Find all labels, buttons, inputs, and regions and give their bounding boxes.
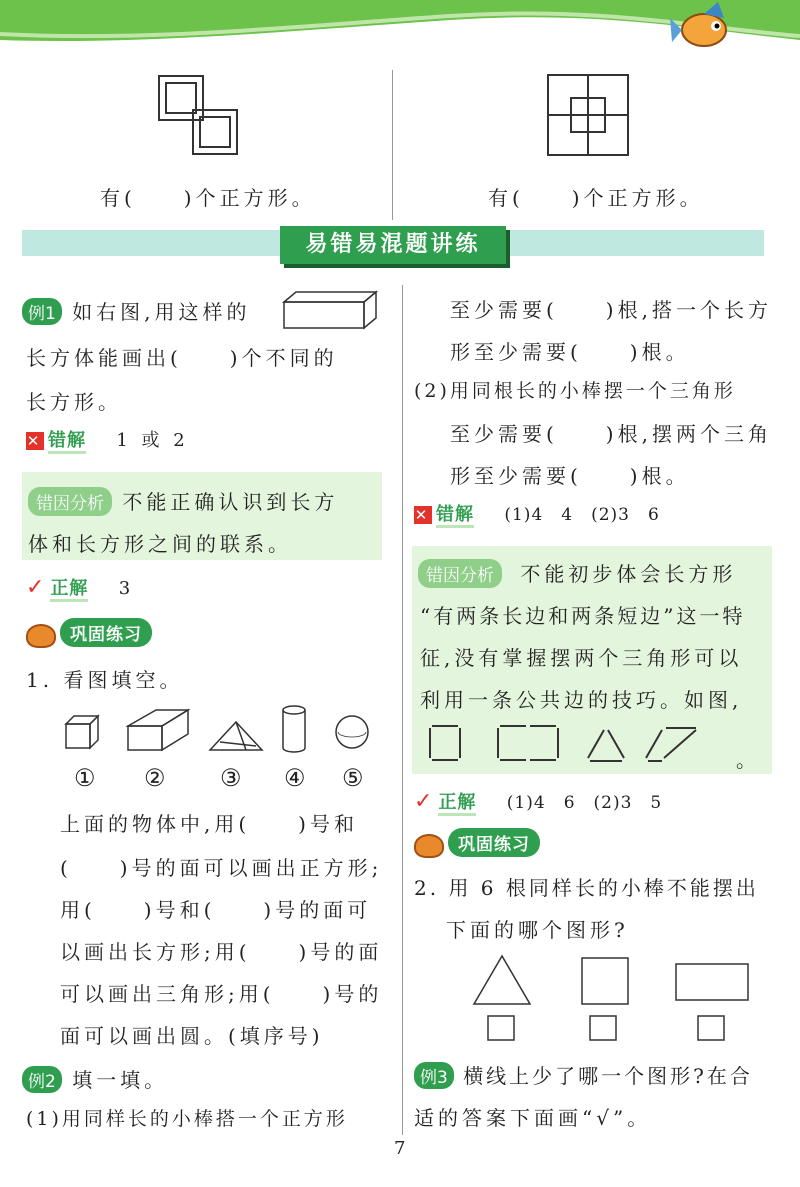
column-divider bbox=[402, 285, 403, 1135]
question1-line: 面可以画出圆。(填序号) bbox=[60, 1024, 324, 1048]
question2-shapes bbox=[466, 954, 756, 1046]
right-answer-row-left: ✓ 正解 3 bbox=[26, 575, 135, 600]
top-right-answer: 有( )个正方形。 bbox=[488, 186, 704, 210]
cuboid-figure bbox=[280, 290, 380, 332]
shape-number: ② bbox=[144, 764, 166, 792]
example3-line1: 例3 横线上少了哪一个图形?在合 bbox=[414, 1060, 753, 1089]
rectangle-option bbox=[676, 964, 748, 1000]
question2-line1: 2. 用 6 根同样长的小棒不能摆出 bbox=[414, 876, 759, 900]
example3-line2: 适的答案下面画“√”。 bbox=[414, 1106, 652, 1130]
stick-figures bbox=[420, 720, 720, 766]
nested-squares-figure bbox=[545, 72, 635, 162]
shape-number: ③ bbox=[220, 764, 242, 792]
reason-right-end: 。 bbox=[736, 748, 760, 772]
reason-right-line: “有两条长边和两条短边”这一特 bbox=[420, 604, 746, 628]
reason-left-line1: 错因分析 不能正确认识到长方 bbox=[28, 486, 338, 516]
shape-number: ⑤ bbox=[342, 764, 364, 792]
reason-left-line2: 体和长方形之间的联系。 bbox=[28, 532, 292, 556]
right-answer-row-right: ✓ 正解 (1)4 6 (2)3 5 bbox=[414, 789, 663, 814]
cylinder-shape bbox=[283, 706, 305, 752]
reason-right-line: 利用一条公共边的技巧。如图, bbox=[420, 688, 743, 712]
right-top-line: 至少需要( )根,摆两个三角 bbox=[450, 422, 772, 446]
sphere-shape bbox=[336, 716, 368, 748]
example1-tag: 例1 bbox=[22, 298, 62, 325]
shape-number: ④ bbox=[284, 764, 306, 792]
cuboid-shape bbox=[128, 710, 188, 750]
shape-number: ① bbox=[74, 764, 96, 792]
practice-heading-left: 巩固练习 bbox=[26, 618, 152, 648]
right-top-line: 至少需要( )根,搭一个长方 bbox=[450, 298, 772, 322]
top-left-answer: 有( )个正方形。 bbox=[100, 186, 316, 210]
overlapping-squares-figure bbox=[155, 72, 245, 162]
answer-box bbox=[488, 1016, 514, 1040]
shape-number-row bbox=[60, 764, 380, 790]
reason-right-line: 征,没有掌握摆两个三角形可以 bbox=[420, 646, 743, 670]
example1-line3: 长方形。 bbox=[26, 390, 122, 414]
check-icon: ✓ bbox=[26, 575, 49, 600]
cross-icon: ✕ bbox=[414, 506, 432, 524]
wrong-answer-row-right: ✕ 错解 (1)4 4 (2)3 6 bbox=[414, 500, 660, 526]
page-number: 7 bbox=[394, 1138, 406, 1159]
turtle-icon bbox=[26, 624, 56, 648]
answer-box bbox=[698, 1016, 724, 1040]
example2-line1: (1)用同样长的小棒搭一个正方形 bbox=[26, 1108, 348, 1130]
question1-line: 以画出长方形;用( )号的面 bbox=[60, 940, 383, 964]
triangle-option bbox=[474, 956, 530, 1004]
square-option bbox=[582, 958, 628, 1004]
right-top-line: (2)用同根长的小棒摆一个三角形 bbox=[414, 380, 736, 402]
reason-tag-left: 错因分析 bbox=[28, 487, 112, 516]
right-top-line: 形至少需要( )根。 bbox=[450, 464, 690, 488]
question1-line: 用( )号和( )号的面可 bbox=[60, 898, 372, 922]
question1-line: 可以画出三角形;用( )号的 bbox=[60, 982, 383, 1006]
turtle-icon bbox=[414, 834, 444, 858]
example3-tag: 例3 bbox=[414, 1062, 454, 1089]
wrong-answer-row-left: ✕ 错解 1 或 2 bbox=[26, 426, 189, 452]
check-icon: ✓ bbox=[414, 789, 437, 814]
triangle-prism-shape bbox=[210, 722, 262, 750]
cube-shape bbox=[66, 716, 98, 748]
cross-icon: ✕ bbox=[26, 432, 44, 450]
question2-line2: 下面的哪个图形? bbox=[446, 918, 629, 942]
top-divider bbox=[392, 70, 393, 220]
practice-heading-right: 巩固练习 bbox=[414, 828, 540, 858]
answer-box bbox=[590, 1016, 616, 1040]
fish-icon bbox=[668, 0, 738, 56]
reason-right-line1: 错因分析 不能初步体会长方形 bbox=[418, 558, 736, 588]
example2-tag: 例2 bbox=[22, 1066, 62, 1093]
question1-line: 上面的物体中,用( )号和 bbox=[60, 812, 358, 836]
example1-line1: 例1 如右图,用这样的 bbox=[22, 296, 251, 325]
right-top-line: 形至少需要( )根。 bbox=[450, 340, 690, 364]
question1-line: ( )号的面可以画出正方形; bbox=[60, 856, 383, 880]
section-banner: 易错易混题讲练 bbox=[280, 226, 506, 264]
example1-line2: 长方体能画出( )个不同的 bbox=[26, 346, 338, 370]
solid-shapes-row bbox=[60, 702, 380, 760]
example2-title-row: 例2 填一填。 bbox=[22, 1064, 168, 1093]
reason-tag-right: 错因分析 bbox=[418, 559, 502, 588]
question1-title: 1. 看图填空。 bbox=[26, 668, 184, 692]
